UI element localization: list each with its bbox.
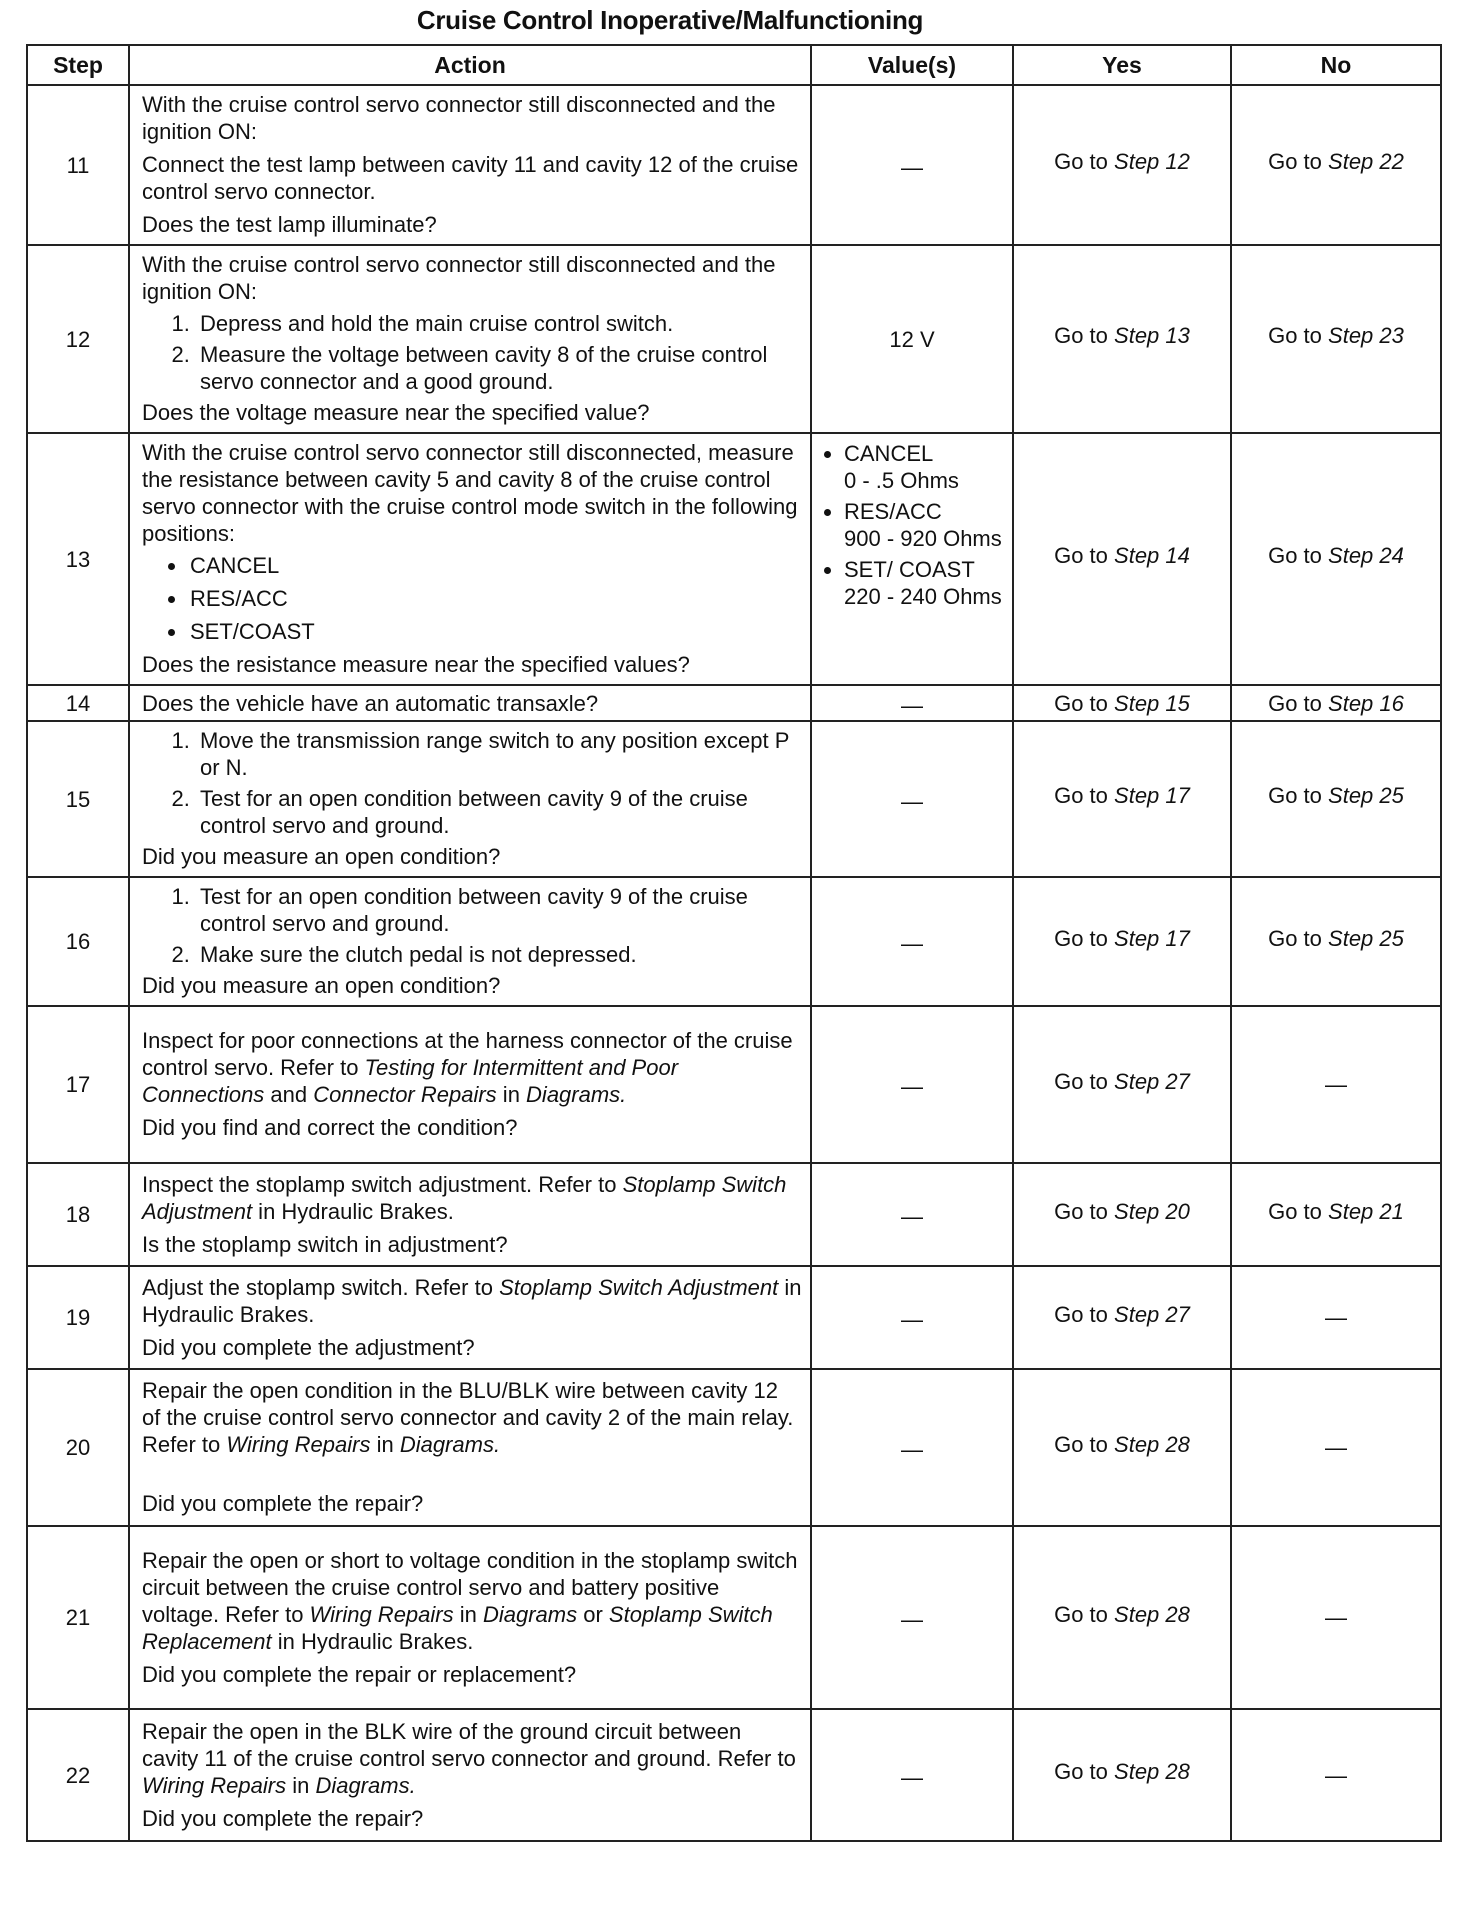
table-row-step-15 xyxy=(27,721,1441,877)
step-number: 14 xyxy=(27,685,129,721)
reference-link: Diagrams. xyxy=(399,1432,501,1457)
yes-cell xyxy=(1013,685,1231,721)
step-ref-label: Step xyxy=(1114,1759,1160,1784)
go-to-label: Go to xyxy=(1054,925,1108,951)
list-item: 1. Move the transmission range switch to any position except P or N. xyxy=(196,727,802,781)
action-cell xyxy=(129,877,811,1006)
value-cell: — xyxy=(811,1163,1013,1266)
step-number: 22 xyxy=(27,1709,129,1841)
no-cell xyxy=(1231,245,1441,433)
go-to-label: Go to xyxy=(1054,149,1108,174)
action-text-part: in xyxy=(286,1772,316,1798)
no-cell: — xyxy=(1231,1266,1441,1369)
value-cell: — xyxy=(811,721,1013,877)
yes-cell xyxy=(1013,877,1231,1006)
header-row xyxy=(27,45,1441,85)
action-cell xyxy=(129,1369,811,1526)
yes-step-ref: 28 xyxy=(1165,1601,1190,1627)
action-question: Did you complete the repair? xyxy=(142,1805,424,1831)
list-item xyxy=(844,556,1002,610)
value-cell: — xyxy=(811,1526,1013,1709)
go-to-label: Go to xyxy=(1268,783,1322,808)
no-cell xyxy=(1231,433,1441,685)
action-intro: With the cruise control servo connector still disconnected, measure the resistance between cavity 5 and cavity 8 of the cruise control servo connector with the cruise control mode switch in the following positions: xyxy=(142,440,798,546)
header-action: Action xyxy=(129,45,811,85)
yes-cell xyxy=(1013,1266,1231,1369)
go-to-label: Go to xyxy=(1054,690,1108,716)
action-cell xyxy=(129,433,811,685)
step-number: 18 xyxy=(27,1163,129,1266)
value-cell xyxy=(811,433,1013,685)
go-to-label: Go to xyxy=(1054,1068,1108,1094)
step-ref-label: Step xyxy=(1328,925,1374,951)
action-question: Does the resistance measure near the specified values? xyxy=(142,652,690,677)
yes-step-ref: 17 xyxy=(1165,925,1190,951)
no-cell: — xyxy=(1231,1369,1441,1526)
list-item: • CANCEL xyxy=(188,552,802,579)
step-number: 15 xyxy=(27,721,129,877)
go-to-label: Go to xyxy=(1054,1759,1108,1784)
step-ref-label: Step xyxy=(1114,1198,1160,1224)
step-ref-label: Step xyxy=(1114,1431,1160,1457)
action-text-part: in xyxy=(496,1082,527,1107)
no-step-ref: 22 xyxy=(1379,149,1404,174)
action-text-part: in xyxy=(453,1601,483,1627)
yes-cell xyxy=(1013,1526,1231,1709)
step-number: 17 xyxy=(27,1006,129,1163)
reference-link: Stoplamp Switch Adjustment xyxy=(499,1274,779,1300)
step-ref-label: Step xyxy=(1328,690,1374,716)
yes-step-ref: 28 xyxy=(1165,1759,1190,1784)
step-ref-label: Step xyxy=(1114,690,1160,716)
action-cell xyxy=(129,1006,811,1163)
reference-link: Testing for Intermittent and Poor Connections xyxy=(142,1055,679,1107)
action-question: Did you complete the repair or replacement? xyxy=(142,1661,577,1687)
action-question: Did you complete the repair? xyxy=(142,1491,424,1516)
reference-link: Diagrams. xyxy=(526,1082,627,1107)
yes-step-ref: 28 xyxy=(1165,1431,1190,1457)
action-text xyxy=(142,1171,802,1225)
action-question: Did you measure an open condition? xyxy=(142,844,501,869)
step-number: 11 xyxy=(27,85,129,245)
action-text-part: Inspect the stoplamp switch adjustment. Refer to xyxy=(142,1171,623,1197)
value-cell: — xyxy=(811,1266,1013,1369)
no-cell xyxy=(1231,721,1441,877)
action-question: Did you complete the adjustment? xyxy=(142,1334,475,1360)
reference-link: Wiring Repairs xyxy=(309,1601,454,1627)
action-text-part: Repair the open or short to voltage condition in the stoplamp switch circuit between the cruise control servo and battery positive voltage. Refer to xyxy=(142,1547,798,1627)
value-cell: — xyxy=(811,877,1013,1006)
yes-cell xyxy=(1013,1006,1231,1163)
value-name: • RES/ACC xyxy=(844,499,942,524)
reference-link: Stoplamp Switch Adjustment xyxy=(142,1171,787,1224)
no-step-ref: 25 xyxy=(1379,925,1404,951)
step-ref-label: Step xyxy=(1114,149,1160,174)
step-ref-label: Step xyxy=(1328,1198,1374,1224)
yes-step-ref: 15 xyxy=(1165,690,1190,716)
action-steps-list xyxy=(142,883,802,968)
table-row-step-11 xyxy=(27,85,1441,245)
yes-cell xyxy=(1013,1709,1231,1841)
action-cell xyxy=(129,85,811,245)
action-text xyxy=(142,1547,802,1655)
action-cell xyxy=(129,1163,811,1266)
table-row-step-17 xyxy=(27,1006,1441,1163)
reference-link: Wiring Repairs xyxy=(142,1772,287,1798)
action-text-part: in xyxy=(370,1432,400,1457)
value-cell: 12 V xyxy=(811,245,1013,433)
header-step: Step xyxy=(27,45,129,85)
no-step-ref: 25 xyxy=(1379,783,1404,808)
step-ref-label: Step xyxy=(1114,543,1160,568)
value-cell: — xyxy=(811,685,1013,721)
step-number: 20 xyxy=(27,1369,129,1526)
action-steps-list xyxy=(142,727,802,839)
go-to-label: Go to xyxy=(1268,149,1322,174)
action-text-part: in Hydraulic Brakes. xyxy=(252,1198,454,1224)
list-item: 2. Make sure the clutch pedal is not depressed. xyxy=(196,941,802,968)
action-text-part: Adjust the stoplamp switch. Refer to xyxy=(142,1274,500,1300)
table-row-step-22 xyxy=(27,1709,1441,1841)
step-ref-label: Step xyxy=(1114,1301,1160,1327)
step-ref-label: Step xyxy=(1114,783,1160,808)
step-number: 19 xyxy=(27,1266,129,1369)
no-step-ref: 21 xyxy=(1379,1198,1404,1224)
step-ref-label: Step xyxy=(1328,149,1374,174)
value-range: 220 - 240 Ohms xyxy=(844,584,1002,609)
list-item: 2. Test for an open condition between cavity 9 of the cruise control servo and ground. xyxy=(196,785,802,839)
reference-link: Wiring Repairs xyxy=(226,1432,371,1457)
header-values: Value(s) xyxy=(811,45,1013,85)
header-no: No xyxy=(1231,45,1441,85)
positions-list xyxy=(142,552,802,645)
step-ref-label: Step xyxy=(1114,925,1160,951)
table-row-step-20 xyxy=(27,1369,1441,1526)
no-step-ref: 16 xyxy=(1379,690,1404,716)
go-to-label: Go to xyxy=(1268,323,1322,348)
table-row-step-19 xyxy=(27,1266,1441,1369)
action-cell xyxy=(129,1526,811,1709)
table-row-step-21 xyxy=(27,1526,1441,1709)
action-question: Did you find and correct the condition? xyxy=(142,1115,518,1140)
yes-cell xyxy=(1013,433,1231,685)
yes-step-ref: 14 xyxy=(1165,543,1190,568)
action-question: Did you measure an open condition? xyxy=(142,973,501,998)
go-to-label: Go to xyxy=(1268,543,1322,568)
action-text xyxy=(142,1377,802,1458)
yes-cell xyxy=(1013,1163,1231,1266)
table-row-step-12 xyxy=(27,245,1441,433)
step-ref-label: Step xyxy=(1328,783,1374,808)
step-ref-label: Step xyxy=(1114,1068,1160,1094)
list-item: • RES/ACC xyxy=(188,585,802,612)
action-question: Does the vehicle have an automatic transaxle? xyxy=(142,690,599,716)
list-item: • SET/COAST xyxy=(188,618,802,645)
action-text-part: or xyxy=(577,1601,609,1627)
no-cell xyxy=(1231,1163,1441,1266)
list-item: 1. Test for an open condition between cavity 9 of the cruise control servo and ground. xyxy=(196,883,802,937)
yes-cell xyxy=(1013,1369,1231,1526)
action-text-part: Inspect for poor connections at the harness connector of the cruise control servo. Refer to xyxy=(142,1028,793,1080)
action-text-part: in Hydraulic Brakes. xyxy=(271,1628,474,1654)
no-step-ref: 24 xyxy=(1379,543,1404,568)
diagnostic-table xyxy=(26,44,1442,1842)
action-question: Does the test lamp illuminate? xyxy=(142,212,437,237)
action-text-part: in Hydraulic Brakes. xyxy=(142,1274,802,1327)
no-cell xyxy=(1231,85,1441,245)
no-cell xyxy=(1231,685,1441,721)
value-name: • CANCEL xyxy=(844,441,934,466)
yes-cell xyxy=(1013,245,1231,433)
action-text xyxy=(142,1027,802,1108)
action-cell xyxy=(129,685,811,721)
no-cell: — xyxy=(1231,1709,1441,1841)
go-to-label: Go to xyxy=(1268,925,1322,951)
action-text-part: and xyxy=(264,1082,314,1107)
action-cell xyxy=(129,1709,811,1841)
value-range: 900 - 920 Ohms xyxy=(844,526,1002,551)
go-to-label: Go to xyxy=(1268,690,1322,716)
reference-link: Connector Repairs xyxy=(313,1082,497,1107)
list-item xyxy=(844,498,1002,552)
step-ref-label: Step xyxy=(1114,323,1160,348)
step-number: 16 xyxy=(27,877,129,1006)
reference-link: Diagrams. xyxy=(315,1772,416,1798)
reference-link: Stoplamp Switch Replacement xyxy=(142,1601,773,1654)
action-cell xyxy=(129,245,811,433)
go-to-label: Go to xyxy=(1054,1431,1108,1457)
reference-link: Diagrams xyxy=(482,1601,578,1627)
action-text-part: Repair the open condition in the BLU/BLK wire between cavity 12 of the cruise control servo connector and cavity 2 of the main relay. Refer to xyxy=(142,1378,794,1457)
table-row-step-16 xyxy=(27,877,1441,1006)
step-ref-label: Step xyxy=(1328,543,1374,568)
value-cell: — xyxy=(811,85,1013,245)
table-row-step-18 xyxy=(27,1163,1441,1266)
value-name: • SET/ COAST xyxy=(844,557,975,582)
action-question: Does the voltage measure near the specified value? xyxy=(142,400,650,425)
action-cell xyxy=(129,721,811,877)
action-text xyxy=(142,1718,802,1799)
action-intro: With the cruise control servo connector still disconnected and the ignition ON: xyxy=(142,92,776,144)
go-to-label: Go to xyxy=(1054,543,1108,568)
list-item: 1. Depress and hold the main cruise control switch. xyxy=(196,310,802,337)
table-row-step-14 xyxy=(27,685,1441,721)
action-text: Connect the test lamp between cavity 11 and cavity 12 of the cruise control servo connector. xyxy=(142,152,799,204)
go-to-label: Go to xyxy=(1054,1301,1108,1327)
action-steps-list xyxy=(142,310,802,395)
action-text-part: Repair the open in the BLK wire of the ground circuit between cavity 11 of the cruise control servo connector and ground. Refer to xyxy=(142,1718,796,1771)
value-cell: — xyxy=(811,1369,1013,1526)
yes-step-ref: 27 xyxy=(1165,1068,1190,1094)
go-to-label: Go to xyxy=(1054,323,1108,348)
action-cell xyxy=(129,1266,811,1369)
values-list xyxy=(822,440,1002,610)
go-to-label: Go to xyxy=(1054,1198,1108,1224)
yes-step-ref: 12 xyxy=(1165,149,1190,174)
go-to-label: Go to xyxy=(1054,1601,1108,1627)
no-cell: — xyxy=(1231,1526,1441,1709)
step-number: 12 xyxy=(27,245,129,433)
no-cell xyxy=(1231,877,1441,1006)
step-ref-label: Step xyxy=(1114,1601,1160,1627)
step-ref-label: Step xyxy=(1328,323,1374,348)
go-to-label: Go to xyxy=(1054,783,1108,808)
action-text xyxy=(142,1274,802,1328)
value-cell: — xyxy=(811,1006,1013,1163)
no-step-ref: 23 xyxy=(1379,323,1404,348)
yes-step-ref: 17 xyxy=(1165,783,1190,808)
header-yes: Yes xyxy=(1013,45,1231,85)
list-item xyxy=(844,440,1002,494)
yes-cell xyxy=(1013,85,1231,245)
value-cell: — xyxy=(811,1709,1013,1841)
action-intro: With the cruise control servo connector still disconnected and the ignition ON: xyxy=(142,252,776,304)
yes-step-ref: 20 xyxy=(1165,1198,1190,1224)
page-title: Cruise Control Inoperative/Malfunctioning xyxy=(416,5,924,35)
step-number: 13 xyxy=(27,433,129,685)
yes-cell xyxy=(1013,721,1231,877)
table-row-step-13 xyxy=(27,433,1441,685)
no-cell: — xyxy=(1231,1006,1441,1163)
list-item: 2. Measure the voltage between cavity 8 of the cruise control servo connector and a good ground. xyxy=(196,341,802,395)
value-range: 0 - .5 Ohms xyxy=(844,468,959,493)
action-question: Is the stoplamp switch in adjustment? xyxy=(142,1231,508,1257)
yes-step-ref: 13 xyxy=(1165,323,1190,348)
yes-step-ref: 27 xyxy=(1165,1301,1190,1327)
step-number: 21 xyxy=(27,1526,129,1709)
go-to-label: Go to xyxy=(1268,1198,1322,1224)
